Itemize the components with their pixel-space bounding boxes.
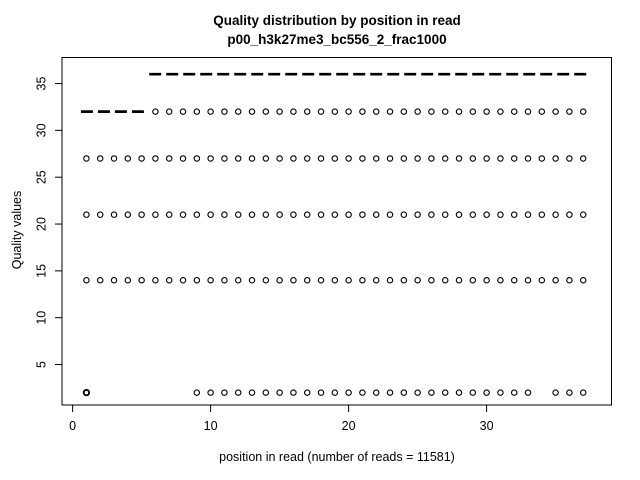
data-point-circle [470, 156, 475, 161]
data-point-circle [180, 278, 185, 283]
data-point-circle [360, 109, 365, 114]
data-point-circle [318, 212, 323, 217]
y-tick-label: 30 [34, 123, 49, 138]
data-point-circle [277, 109, 282, 114]
data-point-circle [415, 278, 420, 283]
data-point-circle [291, 109, 296, 114]
data-point-circle [470, 212, 475, 217]
data-point-circle [139, 212, 144, 217]
data-point-circle [443, 278, 448, 283]
data-point-circle [305, 212, 310, 217]
x-axis [69, 405, 493, 433]
data-point-circle [332, 212, 337, 217]
data-point-circle [512, 390, 517, 395]
y-tick-label: 20 [34, 217, 49, 231]
data-point-circle [236, 109, 241, 114]
data-point-circle [512, 278, 517, 283]
data-point-circle [567, 390, 572, 395]
data-point-circle [277, 278, 282, 283]
data-point-circle [332, 278, 337, 283]
data-point-circle [263, 212, 268, 217]
data-point-circle [249, 278, 254, 283]
chart-subtitle: p00_h3k27me3_bc556_2_frac1000 [227, 32, 447, 47]
data-point-circle [291, 156, 296, 161]
data-point-circle [236, 156, 241, 161]
data-point-circle [194, 212, 199, 217]
data-point-circle [332, 390, 337, 395]
series-quality-2-points [84, 390, 586, 395]
data-point-circle [415, 109, 420, 114]
data-point-circle [539, 278, 544, 283]
data-point-circle [456, 212, 461, 217]
data-point-circle [167, 212, 172, 217]
data-point-circle [581, 390, 586, 395]
x-tick-label: 10 [203, 419, 218, 433]
data-point-circle [167, 156, 172, 161]
data-point-circle [277, 212, 282, 217]
data-point-circle [401, 278, 406, 283]
data-point-circle [567, 156, 572, 161]
data-point-circle [249, 109, 254, 114]
data-point-circle [84, 278, 89, 283]
data-point-circle [387, 109, 392, 114]
data-point-circle [98, 212, 103, 217]
data-point-circle [525, 390, 530, 395]
chart-title: Quality distribution by position in read [213, 13, 461, 28]
data-point-circle [456, 278, 461, 283]
data-point-circle [374, 212, 379, 217]
y-tick-label: 10 [34, 310, 49, 325]
x-axis-label: position in read (number of reads = 11581) [219, 450, 455, 464]
data-point-circle [553, 109, 558, 114]
y-axis [35, 77, 63, 368]
data-point-circle [305, 109, 310, 114]
y-tick-label: 15 [34, 263, 49, 278]
data-point-circle [249, 212, 254, 217]
data-point-circle [291, 278, 296, 283]
y-tick-label: 35 [34, 76, 49, 91]
data-point-circle [387, 156, 392, 161]
data-point-circle [415, 212, 420, 217]
data-point-circle [498, 156, 503, 161]
data-point-circle [84, 212, 89, 217]
data-point-circle [222, 156, 227, 161]
data-point-circle [305, 278, 310, 283]
data-point-circle [525, 278, 530, 283]
data-point-circle [263, 109, 268, 114]
data-point-circle [194, 109, 199, 114]
data-point-circle [443, 212, 448, 217]
series-quality-21-points [84, 212, 586, 217]
data-point-circle [498, 390, 503, 395]
data-point-circle [484, 212, 489, 217]
y-axis-label: Quality values [10, 190, 24, 270]
data-point-circle [443, 390, 448, 395]
data-point-circle [194, 278, 199, 283]
data-point-circle [374, 278, 379, 283]
data-point-circle [387, 390, 392, 395]
data-point-circle [346, 278, 351, 283]
data-point-circle [498, 212, 503, 217]
data-point-circle [581, 212, 586, 217]
data-point-circle [125, 156, 130, 161]
data-point-circle [249, 390, 254, 395]
data-point-circle [98, 156, 103, 161]
data-point-circle [125, 278, 130, 283]
data-point-circle [512, 212, 517, 217]
x-tick-label: 0 [69, 419, 77, 433]
data-point-circle [180, 109, 185, 114]
data-point-circle [581, 156, 586, 161]
data-point-circle [346, 212, 351, 217]
data-point-circle [263, 156, 268, 161]
data-point-circle [429, 278, 434, 283]
x-tick-label: 20 [341, 419, 356, 433]
data-point-circle [539, 156, 544, 161]
data-point-circle [318, 109, 323, 114]
data-point-circle [553, 278, 558, 283]
data-point-circle [360, 156, 365, 161]
data-point-circle [346, 390, 351, 395]
data-point-circle [249, 156, 254, 161]
data-point-circle [84, 156, 89, 161]
data-point-circle [194, 156, 199, 161]
data-point-circle [222, 390, 227, 395]
data-point-circle [222, 212, 227, 217]
data-point-circle [98, 278, 103, 283]
data-point-circle [208, 278, 213, 283]
series-quality-27-points [84, 156, 586, 161]
data-point-circle [318, 390, 323, 395]
data-point-circle [139, 278, 144, 283]
data-point-circle [525, 156, 530, 161]
data-point-circle [429, 109, 434, 114]
data-point-circle [512, 109, 517, 114]
data-point-circle [153, 156, 158, 161]
data-point-circle [153, 278, 158, 283]
data-point-circle [525, 109, 530, 114]
data-point-circle [291, 390, 296, 395]
data-point-circle [456, 109, 461, 114]
data-point-circle [456, 390, 461, 395]
data-point-circle [208, 390, 213, 395]
data-point-circle [429, 390, 434, 395]
data-point-circle [401, 109, 406, 114]
data-point-circle [111, 278, 116, 283]
data-point-circle [125, 212, 130, 217]
data-point-circle [332, 109, 337, 114]
data-point-circle [139, 156, 144, 161]
data-point-circle [470, 390, 475, 395]
data-point-circle [360, 212, 365, 217]
data-point-circle [167, 109, 172, 114]
data-point-circle [443, 156, 448, 161]
data-point-circle [581, 278, 586, 283]
data-point-circle [539, 109, 544, 114]
data-point-circle [553, 390, 558, 395]
data-point-circle [153, 212, 158, 217]
data-point-circle [291, 212, 296, 217]
data-point-circle [567, 278, 572, 283]
data-point-circle [180, 156, 185, 161]
data-point-circle [443, 109, 448, 114]
data-point-circle [84, 390, 89, 395]
data-point-circle [277, 156, 282, 161]
data-point-circle [346, 109, 351, 114]
data-point-circle [415, 390, 420, 395]
y-tick-label: 25 [34, 170, 49, 185]
data-point-circle [208, 109, 213, 114]
data-point-circle [111, 156, 116, 161]
data-point-circle [456, 156, 461, 161]
data-point-circle [429, 156, 434, 161]
data-point-circle [111, 212, 116, 217]
data-point-circle [401, 390, 406, 395]
data-point-circle [484, 278, 489, 283]
data-point-circle [484, 390, 489, 395]
data-point-circle [470, 109, 475, 114]
data-point-circle [167, 278, 172, 283]
data-point-circle [346, 156, 351, 161]
data-point-circle [236, 278, 241, 283]
data-point-circle [360, 390, 365, 395]
data-point-circle [194, 390, 199, 395]
data-point-circle [236, 212, 241, 217]
data-point-circle [401, 212, 406, 217]
data-point-circle [153, 109, 158, 114]
data-point-circle [263, 278, 268, 283]
data-point-circle [277, 390, 282, 395]
data-point-circle [236, 390, 241, 395]
data-point-circle [539, 212, 544, 217]
data-point-circle [401, 156, 406, 161]
data-point-circle [567, 109, 572, 114]
y-tick-label: 5 [34, 361, 49, 369]
data-point-circle [498, 109, 503, 114]
data-point-circle [553, 156, 558, 161]
data-point-circle [484, 109, 489, 114]
data-point-circle [318, 278, 323, 283]
data-point-circle [180, 212, 185, 217]
data-point-circle [387, 278, 392, 283]
data-point-circle [305, 390, 310, 395]
data-point-circle [360, 278, 365, 283]
x-tick-label: 30 [479, 419, 494, 433]
data-point-circle [484, 156, 489, 161]
data-point-circle [318, 156, 323, 161]
data-point-circle [567, 212, 572, 217]
data-point-circle [415, 156, 420, 161]
data-point-circle [263, 390, 268, 395]
data-point-circle [374, 109, 379, 114]
data-point-circle [208, 212, 213, 217]
data-point-circle [305, 156, 310, 161]
data-point-circle [374, 390, 379, 395]
data-point-circle [374, 156, 379, 161]
data-point-circle [332, 156, 337, 161]
data-point-circle [525, 212, 530, 217]
data-point-circle [387, 212, 392, 217]
data-point-circle [222, 109, 227, 114]
data-point-circle [498, 278, 503, 283]
data-point-circle [208, 156, 213, 161]
data-point-circle [581, 109, 586, 114]
data-point-circle [553, 212, 558, 217]
series-quality-32-points [153, 109, 586, 114]
data-point-circle [429, 212, 434, 217]
data-point-circle [470, 278, 475, 283]
data-point-circle [222, 278, 227, 283]
series-quality-14-points [84, 278, 586, 283]
data-point-circle [512, 156, 517, 161]
